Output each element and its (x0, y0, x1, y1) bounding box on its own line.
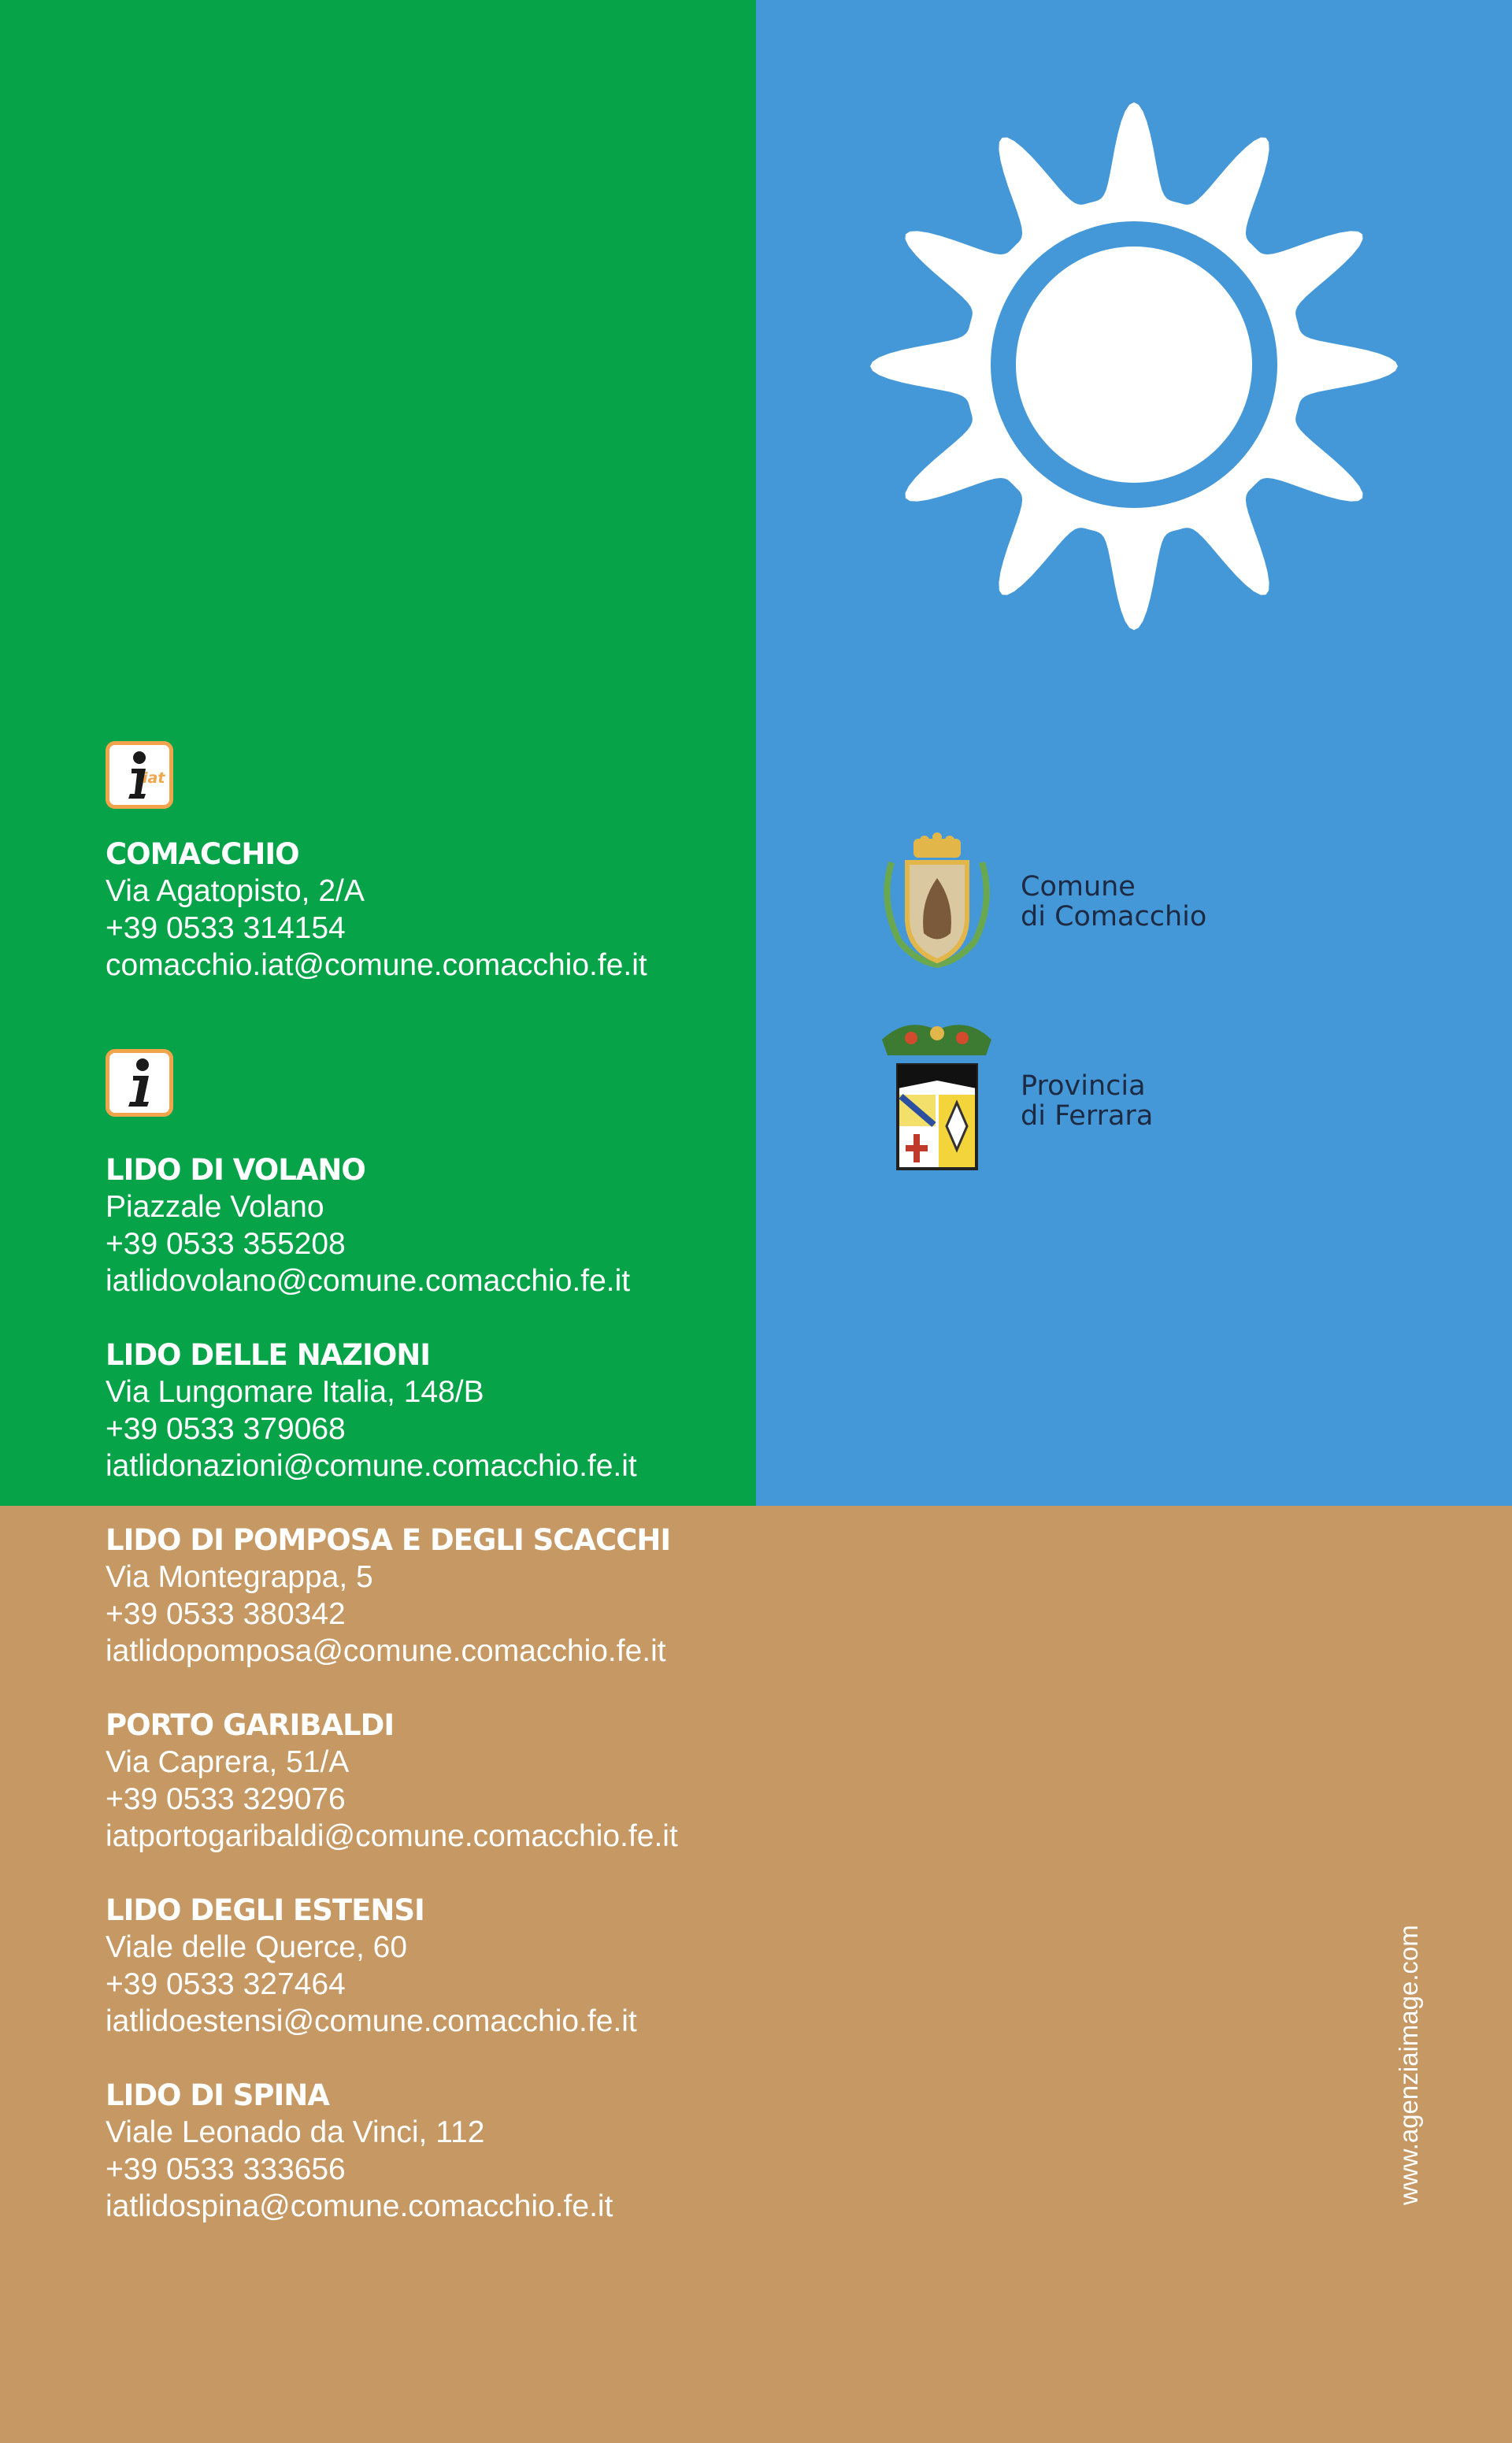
office-address: Viale delle Querce, 60 (106, 1930, 408, 1964)
office-address: Via Agatopisto, 2/A (106, 874, 365, 908)
iat-badge-text: iat (143, 769, 165, 787)
office-phone[interactable]: +39 0533 314154 (106, 911, 346, 945)
iat-info-icon (106, 741, 173, 809)
office-name: COMACCHIO (106, 837, 299, 871)
office-address: Via Lungomare Italia, 148/B (106, 1375, 484, 1409)
ferrara-crest-icon (876, 1016, 998, 1177)
agency-credit[interactable]: www.agenziaimage.com (1394, 1925, 1423, 2205)
office-name: LIDO DEGLI ESTENSI (106, 1893, 424, 1927)
office-address: Viale Leonado da Vinci, 112 (106, 2115, 485, 2149)
office-lido-delle-nazioni (106, 1336, 637, 1485)
office-lido-di-pomposa (106, 1522, 670, 1670)
office-name: LIDO DI SPINA (106, 2078, 329, 2112)
office-phone[interactable]: +39 0533 379068 (106, 1412, 346, 1446)
office-email[interactable]: iatlidospina@comune.comacchio.fe.it (106, 2189, 613, 2223)
office-address: Via Caprera, 51/A (106, 1745, 350, 1779)
office-comacchio (106, 836, 647, 984)
office-phone[interactable]: +39 0533 333656 (106, 2152, 346, 2186)
comacchio-logo-text (1021, 872, 1206, 932)
office-name: PORTO GARIBALDI (106, 1708, 395, 1742)
office-phone[interactable]: +39 0533 380342 (106, 1597, 346, 1631)
ferrara-logo-text (1021, 1071, 1153, 1131)
office-email[interactable]: iatlidoestensi@comune.comacchio.fe.it (106, 2004, 637, 2038)
comacchio-crest-icon (876, 831, 998, 969)
logo-line: Comune (1021, 871, 1136, 903)
office-name: LIDO DI VOLANO (106, 1153, 365, 1187)
office-lido-di-spina (106, 2077, 613, 2225)
office-porto-garibaldi (106, 1707, 678, 1855)
office-lido-di-volano (106, 1151, 630, 1299)
office-email[interactable]: iatportogaribaldi@comune.comacchio.fe.it (106, 1819, 678, 1853)
info-icon (106, 1049, 173, 1117)
logo-line: di Comacchio (1021, 901, 1207, 932)
office-email[interactable]: iatlidopomposa@comune.comacchio.fe.it (106, 1634, 666, 1668)
logo-line: Provincia (1021, 1070, 1146, 1102)
office-email[interactable]: comacchio.iat@comune.comacchio.fe.it (106, 948, 647, 982)
office-lido-degli-estensi (106, 1892, 637, 2040)
office-address: Via Montegrappa, 5 (106, 1560, 373, 1594)
sun-icon (866, 98, 1402, 634)
office-name: LIDO DELLE NAZIONI (106, 1338, 431, 1372)
office-name: LIDO DI POMPOSA E DEGLI SCACCHI (106, 1523, 671, 1557)
office-phone[interactable]: +39 0533 327464 (106, 1967, 346, 2001)
office-phone[interactable]: +39 0533 355208 (106, 1227, 346, 1261)
office-address: Piazzale Volano (106, 1190, 324, 1224)
logo-line: di Ferrara (1021, 1100, 1154, 1132)
office-phone[interactable]: +39 0533 329076 (106, 1782, 346, 1816)
office-email[interactable]: iatlidovolano@comune.comacchio.fe.it (106, 1264, 631, 1298)
office-email[interactable]: iatlidonazioni@comune.comacchio.fe.it (106, 1449, 637, 1483)
